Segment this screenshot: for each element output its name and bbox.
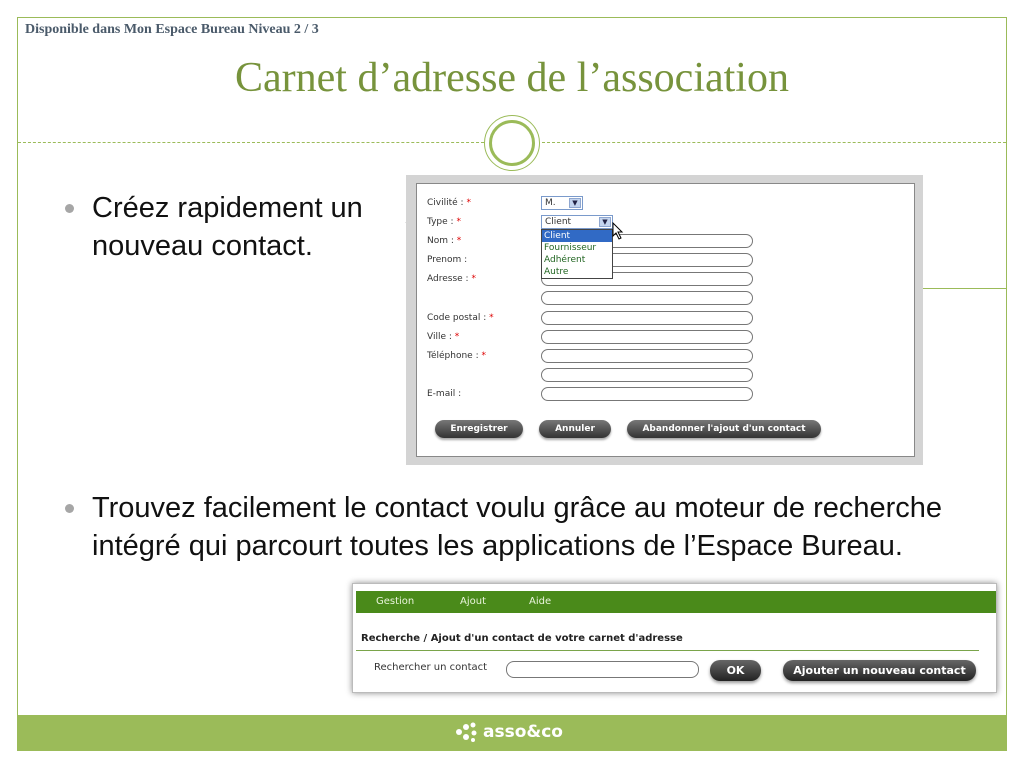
menu-bar: [356, 591, 996, 613]
footer-logo: [454, 720, 563, 744]
ok-button[interactable]: OK: [710, 660, 761, 681]
chevron-down-icon: ▼: [599, 217, 611, 227]
save-button[interactable]: Enregistrer: [435, 420, 523, 438]
background-line: [923, 288, 1007, 289]
adresse-label: Adresse : *: [427, 274, 476, 284]
search-input[interactable]: [506, 661, 699, 678]
telephone-label: Téléphone : *: [427, 351, 486, 361]
type-dropdown-list: [541, 229, 613, 279]
email-field[interactable]: [541, 387, 753, 401]
ville-label: Ville : *: [427, 332, 460, 342]
prenom-label: Prenom :: [427, 255, 468, 265]
telephone-field[interactable]: [541, 349, 753, 363]
civilite-value: M.: [545, 198, 556, 208]
type-option[interactable]: Client: [542, 230, 612, 242]
bullet-create-contact: [92, 189, 382, 265]
chevron-down-icon: ▼: [569, 198, 581, 208]
menu-item-gestion[interactable]: Gestion: [376, 596, 415, 607]
adresse-field-2[interactable]: [541, 291, 753, 305]
divider-left: [18, 142, 484, 143]
email-label: E-mail :: [427, 389, 462, 399]
type-option[interactable]: Fournisseur: [544, 243, 597, 253]
slide-title: Carnet d’adresse de l’association: [235, 55, 789, 101]
ville-field[interactable]: [541, 330, 753, 344]
code-postal-label: Code postal : *: [427, 313, 494, 323]
bullet-search-contact: [92, 489, 972, 565]
cancel-button[interactable]: Annuler: [539, 420, 611, 438]
menu-item-aide[interactable]: Aide: [529, 596, 552, 607]
bullet-text: Créez rapidement un nouveau contact.: [92, 192, 363, 262]
nom-label: Nom : *: [427, 236, 462, 246]
code-postal-field[interactable]: [541, 311, 753, 325]
divider-circle-inner: [489, 120, 535, 166]
telephone-field-2[interactable]: [541, 368, 753, 382]
civilite-label: Civilité : *: [427, 198, 471, 208]
type-option[interactable]: Autre: [544, 267, 569, 277]
search-label: Rechercher un contact: [374, 662, 488, 673]
type-value: Client: [545, 217, 572, 227]
contact-form: [416, 183, 915, 457]
type-select[interactable]: [541, 215, 613, 229]
mouse-cursor-icon: [612, 222, 624, 240]
divider-right: [542, 142, 1006, 143]
type-option[interactable]: Adhérent: [544, 255, 586, 265]
search-panel-title: Recherche / Ajout d'un contact de votre carnet d'adresse: [361, 633, 683, 644]
search-divider: [356, 650, 979, 651]
footer-logo-text: asso&co: [483, 722, 563, 742]
search-screenshot: [352, 583, 997, 693]
add-contact-button[interactable]: Ajouter un nouveau contact: [783, 660, 976, 681]
slide-header: Disponible dans Mon Espace Bureau Niveau 2 / 3: [25, 22, 319, 37]
civilite-select[interactable]: [541, 196, 583, 210]
contact-form-screenshot: [406, 175, 923, 465]
abandon-contact-button[interactable]: Abandonner l'ajout d'un contact: [627, 420, 821, 438]
bullet-dot: [65, 204, 74, 213]
bullet-text: Trouvez facilement le contact voulu grâce au moteur de recherche intégré qui parcourt toutes les applications de l’Espace Bureau.: [92, 492, 943, 562]
menu-item-ajout[interactable]: Ajout: [460, 596, 486, 607]
bullet-dot: [65, 504, 74, 513]
type-label: Type : *: [427, 217, 461, 227]
asso-logo-icon: [454, 721, 480, 743]
